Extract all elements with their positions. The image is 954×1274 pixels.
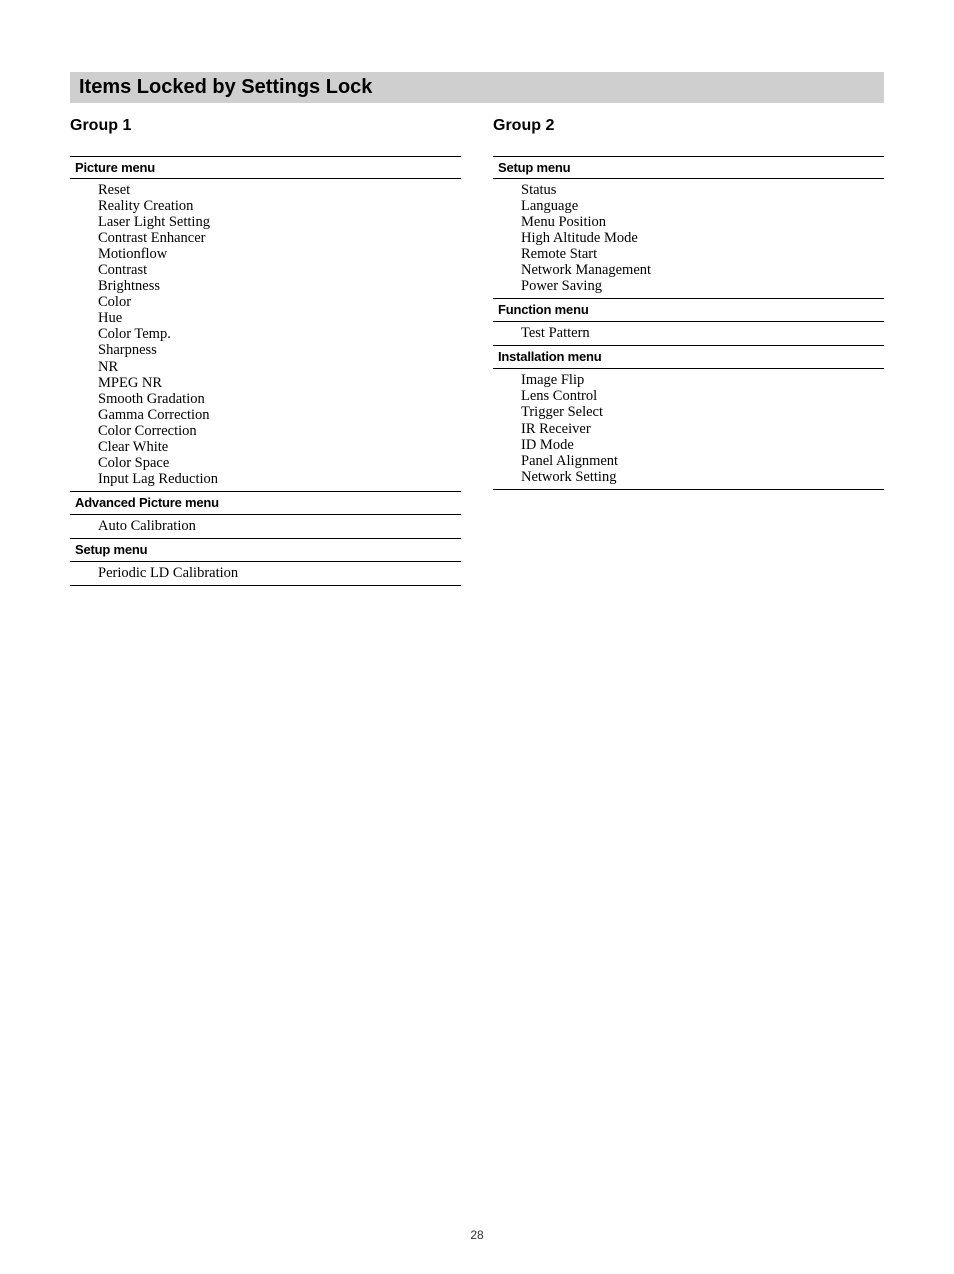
menu-item: Gamma Correction	[98, 406, 210, 423]
menu-section	[70, 156, 461, 491]
menu-section	[493, 345, 884, 488]
menu-item: Image Flip	[521, 372, 585, 389]
menu-item: Sharpness	[98, 342, 157, 359]
locked-items-table	[70, 156, 461, 586]
menu-item: Lens Control	[521, 388, 598, 405]
menu-item-list	[493, 179, 884, 298]
menu-item: Auto Calibration	[98, 517, 196, 534]
menu-item-list	[70, 179, 461, 491]
menu-item: IR Receiver	[521, 420, 591, 437]
menu-item: Reset	[98, 182, 131, 198]
menu-item: Smooth Gradation	[98, 390, 205, 407]
menu-header: Advanced Picture menu	[70, 492, 461, 515]
menu-item: Color Temp.	[98, 326, 171, 343]
page-title: Items Locked by Settings Lock	[79, 76, 373, 98]
menu-item: Laser Light Setting	[98, 214, 210, 231]
group-heading: Group 2	[493, 117, 555, 134]
menu-item: Network Setting	[521, 468, 617, 485]
menu-item: Color Correction	[98, 422, 197, 439]
menu-item: Network Management	[521, 262, 652, 279]
menu-item: Color Space	[98, 454, 170, 471]
section-title-bar	[70, 72, 884, 103]
menu-item: Periodic LD Calibration	[98, 564, 239, 581]
menu-item-list	[493, 369, 884, 488]
menu-item: Motionflow	[98, 246, 168, 263]
menu-header: Function menu	[493, 299, 884, 322]
menu-item: High Altitude Mode	[521, 230, 638, 247]
menu-section	[70, 538, 461, 585]
page-number: 28	[470, 1228, 484, 1242]
menu-header: Picture menu	[70, 156, 461, 179]
menu-item: Language	[521, 198, 579, 215]
menu-section	[70, 491, 461, 538]
menu-item: Panel Alignment	[521, 452, 619, 469]
menu-item: ID Mode	[521, 436, 574, 453]
menu-section	[493, 298, 884, 345]
menu-item: Trigger Select	[521, 404, 604, 421]
menu-item-list	[493, 322, 884, 345]
menu-item-list	[70, 562, 461, 585]
menu-item: Contrast Enhancer	[98, 230, 206, 247]
menu-item: Brightness	[98, 278, 161, 295]
menu-item: Hue	[98, 310, 123, 327]
menu-item: Color	[98, 294, 132, 311]
menu-item: Clear White	[98, 438, 169, 455]
menu-item: Power Saving	[521, 278, 602, 295]
menu-item: MPEG NR	[98, 374, 163, 391]
menu-item: Reality Creation	[98, 198, 194, 215]
menu-item: Contrast	[98, 262, 148, 279]
group-heading: Group 1	[70, 117, 132, 134]
group-1	[70, 116, 461, 586]
menu-item: Menu Position	[521, 214, 606, 231]
menu-item: Remote Start	[521, 246, 598, 263]
menu-header: Setup menu	[493, 156, 884, 179]
menu-item: Status	[521, 182, 557, 198]
menu-item: Test Pattern	[521, 325, 590, 342]
menu-item-list	[70, 515, 461, 538]
menu-section	[493, 156, 884, 298]
menu-item: Input Lag Reduction	[98, 470, 219, 487]
menu-header: Setup menu	[70, 539, 461, 562]
locked-items-table	[493, 156, 884, 490]
group-2	[493, 116, 884, 490]
menu-item: NR	[98, 358, 119, 375]
menu-header: Installation menu	[493, 346, 884, 369]
